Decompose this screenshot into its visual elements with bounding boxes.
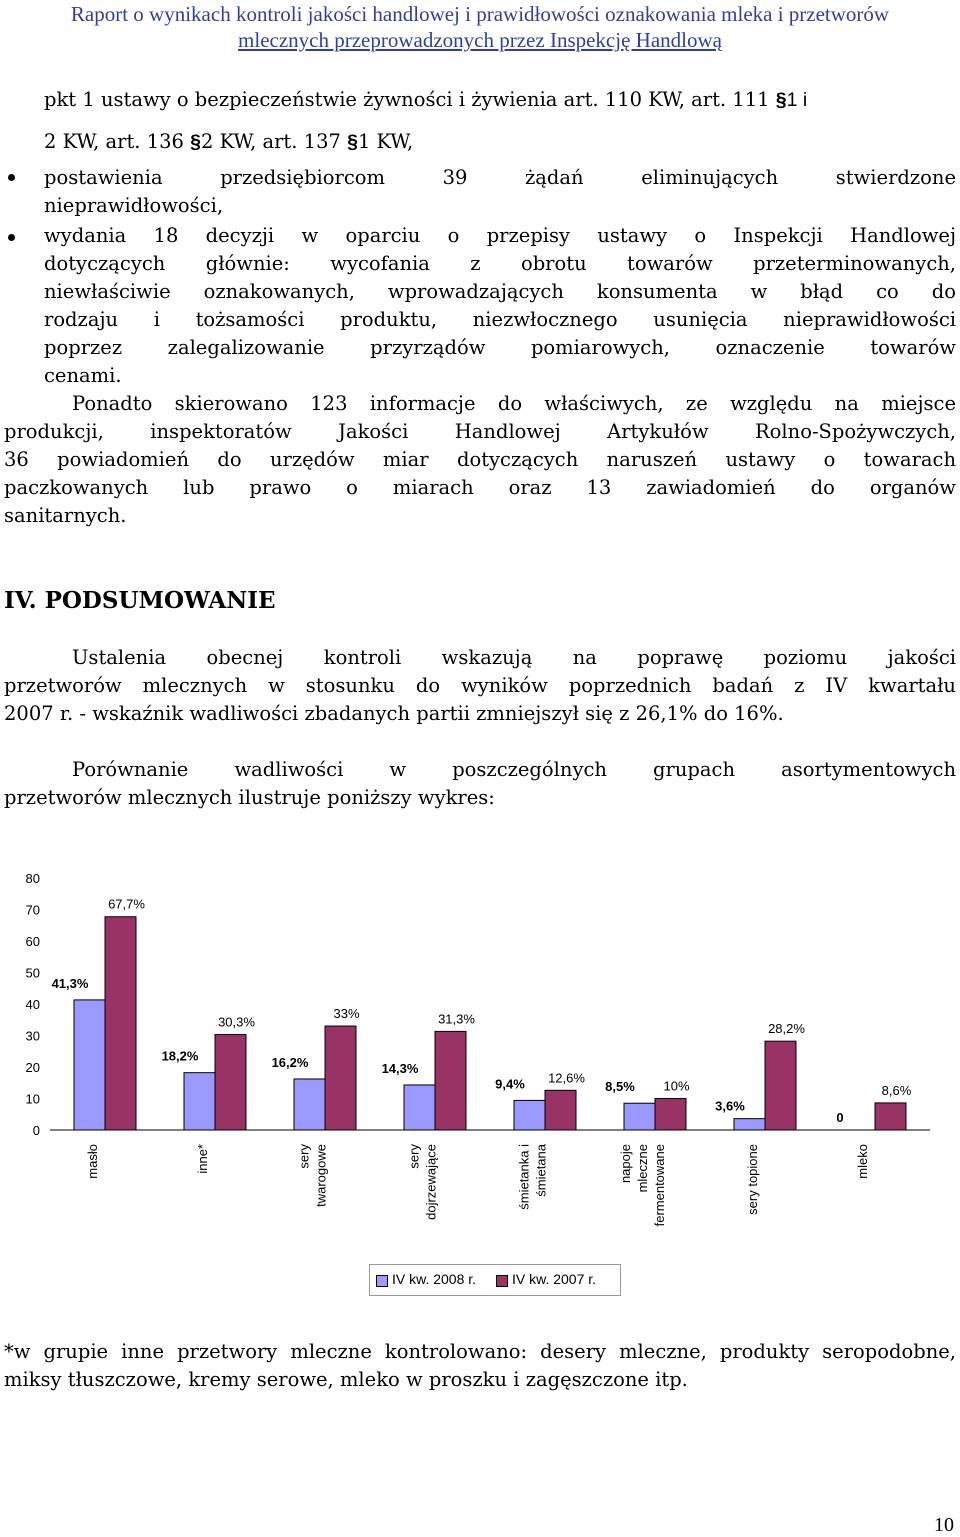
data-label: 9,4% [495, 1076, 525, 1092]
chart-bar [875, 1103, 906, 1130]
category-label: masło [85, 1144, 100, 1179]
data-label: 30,3% [218, 1014, 255, 1030]
chart-bar [325, 1026, 356, 1130]
summary-paragraph: przetworów mlecznych w stosunku do wyników poprzednich badań z IV kwartału [4, 674, 956, 697]
data-label: 31,3% [438, 1011, 475, 1027]
chart-bar [184, 1073, 215, 1130]
list-continuation-line-2: 2 KW, art. 136 §2 KW, art. 137 §1 KW, [44, 130, 414, 153]
section-heading: IV. PODSUMOWANIE [4, 587, 276, 614]
category-label: napoje [618, 1144, 633, 1184]
category-label: sery [406, 1144, 422, 1169]
data-label: 10% [663, 1078, 690, 1094]
legend-label-2007: IV kw. 2007 r. [512, 1271, 597, 1287]
defect-rate-bar-chart [0, 856, 960, 1256]
category-label: mleczne [635, 1144, 650, 1193]
category-label: inne* [195, 1144, 210, 1174]
header-line-2: mlecznych przeprowadzonych przez Inspekcję Handlową [238, 28, 722, 52]
category-label: fermentowane [652, 1144, 667, 1227]
bullet-item-demands-end: nieprawidłowości, [44, 194, 224, 217]
chart-bar [655, 1099, 686, 1131]
legend-swatch-2007 [496, 1275, 508, 1287]
chart-bar [435, 1031, 466, 1130]
y-tick-label: 0 [32, 1123, 40, 1138]
category-label: mleko [855, 1144, 870, 1179]
data-label: 0 [836, 1110, 844, 1125]
y-tick-label: 60 [25, 934, 40, 949]
category-label: śmietanka i [516, 1144, 532, 1210]
category-label: dojrzewające [423, 1144, 439, 1220]
data-label: 67,7% [108, 896, 145, 912]
chart-bar [105, 917, 136, 1130]
chart-bar [294, 1079, 325, 1130]
plot-area [50, 878, 930, 1130]
section-symbol: § [775, 89, 787, 111]
data-label: 41,3% [51, 975, 89, 991]
data-label: 33% [333, 1006, 360, 1022]
footnote-end: miksy tłuszczowe, kremy serowe, mleko w proszku i zagęszczone itp. [4, 1368, 688, 1391]
bullet-item-decisions: wydania 18 decyzji w oparciu o przepisy ustawy o Inspekcji Handlowej dotyczących głównie: wycofania z obrotu towarów przeterminowanych, niewłaściwie oznakowanych, wprowadzających konsumenta w błąd co do rodzaju i tożsamości produktu, niezwłocznego usunięcia nieprawidłowości poprzez zalegalizowanie przyrządów pomiarowych, oznaczenie towarów [44, 224, 956, 359]
data-label: 16,2% [271, 1054, 309, 1070]
y-tick-label: 20 [25, 1060, 40, 1075]
chart-bar [404, 1085, 435, 1130]
summary-first-line: Ustalenia obecnej kontroli wskazują na poprawę poziomu jakości [72, 646, 956, 669]
comparison-first-line: Porównanie wadliwości w poszczególnych grupach asortymentowych [72, 758, 956, 781]
paragraph-first-line: Ponadto skierowano 123 informacje do właściwych, ze względu na miejsce [72, 392, 956, 415]
data-label: 18,2% [161, 1048, 199, 1064]
legend-label-2008: IV kw. 2008 r. [392, 1271, 477, 1287]
category-label: sery topione [745, 1144, 760, 1215]
data-label: 14,3% [381, 1060, 419, 1076]
bullet-icon [8, 174, 15, 181]
list-continuation-line-1: pkt 1 ustawy o bezpieczeństwie żywności i żywienia art. 110 KW, art. 111 §1 i [44, 88, 808, 111]
chart-bar [765, 1041, 796, 1130]
y-tick-label: 50 [25, 965, 40, 981]
data-label: 8,6% [881, 1082, 912, 1098]
category-label: śmietana [533, 1144, 549, 1197]
y-tick-label: 80 [25, 871, 40, 886]
y-tick-label: 10 [25, 1091, 40, 1107]
data-label: 28,2% [768, 1021, 805, 1037]
header-line-1: Raport o wynikach kontroli jakości handlowej i prawidłowości oznakowania mleka i przetworów [70, 2, 890, 26]
chart-bar [514, 1100, 545, 1130]
chart-bar [624, 1103, 655, 1130]
chart-bar [74, 1000, 105, 1130]
chart-bar [545, 1090, 576, 1130]
chart-bar [215, 1035, 246, 1130]
data-label: 8,5% [605, 1079, 635, 1095]
comparison-paragraph-end: przetworów mlecznych ilustruje poniższy wykres: [4, 786, 495, 809]
paragraph-information: produkcji, inspektoratów Jakości Handlowej Artykułów Rolno-Spożywczych, 36 powiadomień do urzędów miar dotyczących naruszeń ustawy o towarach paczkowanych lub prawo o miarach oraz 13 zawiadomień do organów [4, 420, 956, 499]
data-label: 12,6% [548, 1070, 585, 1086]
summary-paragraph-end: 2007 r. - wskaźnik wadliwości zbadanych partii zmniejszył się z 26,1% do 16%. [4, 702, 784, 725]
category-label: sery [296, 1144, 312, 1169]
category-label: twarogowe [313, 1144, 329, 1207]
y-tick-label: 30 [25, 1028, 40, 1044]
chart-legend [369, 1264, 621, 1296]
footnote: *w grupie inne przetwory mleczne kontrolowano: desery mleczne, produkty seropodobne, [4, 1340, 956, 1363]
y-tick-label: 70 [25, 902, 40, 918]
bullet-icon [8, 234, 15, 241]
chart-bar [734, 1119, 765, 1130]
bullet-item-decisions-end: cenami. [44, 364, 122, 387]
bullet-item-demands: postawienia przedsiębiorcom 39 żądań eliminujących stwierdzone [44, 166, 956, 189]
page-number: 10 [934, 1514, 954, 1536]
legend-swatch-2008 [376, 1275, 388, 1287]
data-label: 3,6% [715, 1098, 745, 1114]
y-tick-label: 40 [25, 997, 40, 1012]
paragraph-information-end: sanitarnych. [4, 504, 127, 527]
